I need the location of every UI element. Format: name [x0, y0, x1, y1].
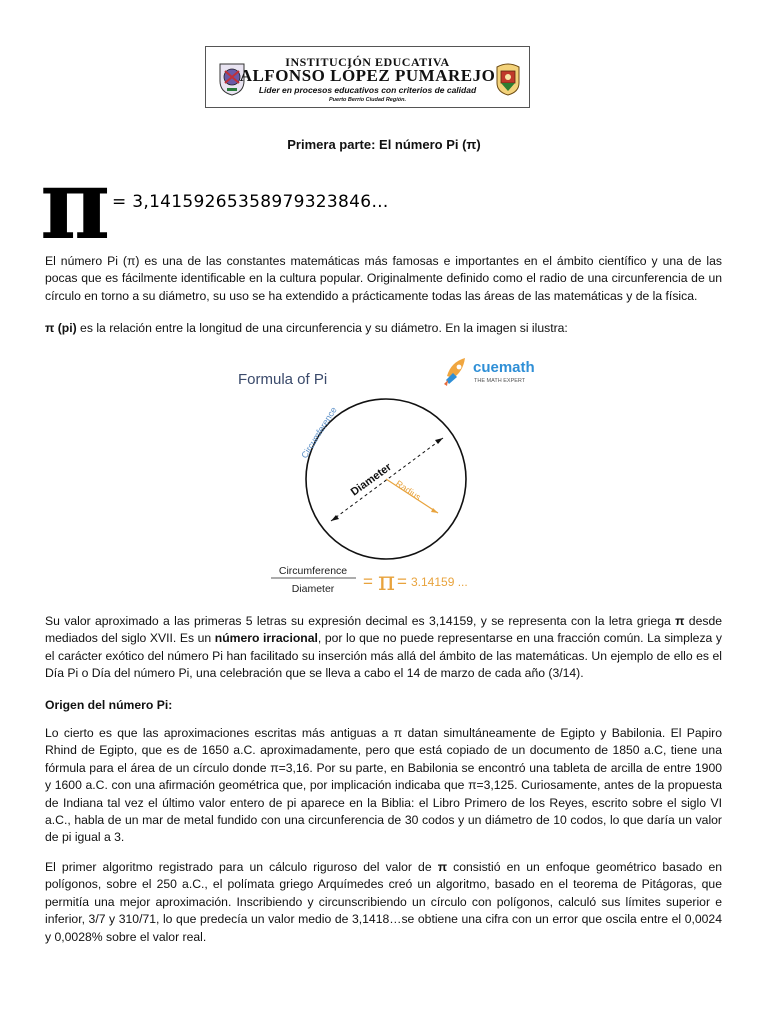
- header-line-city: Puerto Berrío Ciudad Región.: [328, 97, 406, 103]
- equals-sign-2: =: [397, 572, 407, 591]
- diameter-label: Diameter: [348, 461, 394, 499]
- radius-label: Radius: [393, 478, 423, 503]
- section-title: Primera parte: El número Pi (π): [287, 137, 481, 152]
- value-text-a: Su valor aproximado a las primeras 5 letras su expresión decimal es 3,14159, y se representa con la letra griega: [45, 614, 676, 628]
- equals-sign-1: =: [363, 572, 373, 591]
- pi-symbol-figure: π: [378, 567, 396, 597]
- diameter-arrowhead-upper: [435, 438, 443, 444]
- header-line-institution: INSTITUCIÓN EDUCATIVA: [285, 55, 450, 69]
- figure-title: Formula of Pi: [238, 371, 328, 388]
- origin-paragraph: Lo cierto es que las aproximaciones escritas más antiguas a π datan simultáneamente de Egipto y Babilonia. El Papiro Rhind de Egipto, que es de 1650 a.C. aproximadamente, pero que está copiado de un documento de 1850 a.C, tiene una fórmula para el área de un círculo donde π=3,16. Por su parte, en Babilonia se encontró una tableta de arcilla de entre 1900 y 1600 a.C. con una afirmación geométrica que, por implicación indicaba que π=3,125. Curiosamente, antes de la propuesta de Indiana tal vez el último valor entero de pi aparece en la Biblia: el Libro Primero de los Reyes, escrito sobre el siglo VI a.C., habla de un mar de metal fundido con una circunferencia de 30 codos y un diámetro de 10 codos, lo que daría un valor de pi igual a 3.: [45, 726, 722, 845]
- pi-decimal-value: = 3,14159265358979323846…: [112, 192, 389, 212]
- header-line-motto: Lider en procesos educativos con criterios de calidad: [258, 85, 477, 95]
- algorithm-text-c: consistió en un enfoque geométrico basado en polígonos, sobre el 250 a.C., el polímata griego Arquímedes creó un algoritmo, basado en el teorema de Pitágoras, que permitía una mejor aproximación. Inscribiendo y circunscribiendo un círculo con polígonos, calculó sus límites superior e inferior, 3/7 y 310/71, lo que predecía un valor medio de 3,1418…se obtiene una cifra con un error que oscila entre el 0,0024 y 0,0028% sobre el valor real.: [45, 860, 722, 944]
- intro-paragraph: El número Pi (π) es una de las constantes matemáticas más famosas e importantes en el ámbito científico y una de las pocas que es fácilmente identificable en la cultura popular. Originalmente definido como el radio de una circunferencia de un círculo en torno a su diámetro, su uso se ha extendido a prácticamente todas las áreas de las matemáticas y de la física.: [45, 254, 722, 303]
- definition-text: es la relación entre la longitud de una circunferencia y su diámetro. En la imagen si ilustra:: [76, 321, 568, 335]
- institution-header: [205, 46, 530, 108]
- city-seal-icon: [493, 61, 523, 97]
- brand-name: cuemath: [473, 359, 535, 376]
- brand-tagline: THE MATH EXPERT: [474, 378, 526, 384]
- pi-approx-value: 3.14159 ...: [411, 575, 468, 589]
- pi-letter: π: [675, 614, 685, 628]
- circumference-label: Circumference: [299, 405, 339, 461]
- cuemath-logo-icon: [444, 358, 465, 386]
- svg-text:π: π: [40, 168, 111, 248]
- irrational-term: número irracional: [214, 631, 318, 646]
- fraction-numerator: Circumference: [278, 565, 348, 577]
- value-text-c: desde mediados del siglo XVII. Es un: [45, 614, 722, 646]
- value-text-e: , por lo que no puede representarse en una fracción común. La simpleza y el carácter exótico del número Pi han facilitado su inserción más allá del ámbito de las matemáticas. Un ejemplo de ello es el Día Pi o Día del número Pi, una celebración que se lleva a cabo el 14 de marzo de cada año (3/14).: [45, 631, 722, 681]
- fraction-denominator: Diameter: [291, 583, 335, 595]
- definition-paragraph: [45, 320, 722, 337]
- algorithm-text-a: El primer algoritmo registrado para un cálculo riguroso del valor de: [45, 860, 438, 874]
- pi-term: π (pi): [45, 321, 77, 335]
- pi-formula-figure: [225, 346, 550, 604]
- pi-letter-2: π: [437, 860, 448, 874]
- origin-heading: Origen del número Pi:: [45, 698, 173, 712]
- algorithm-paragraph: [45, 859, 722, 946]
- value-paragraph: [45, 613, 722, 683]
- pi-symbol-large: [40, 168, 112, 248]
- header-line-school-name: ALFONSO LÓPEZ PUMAREJO: [239, 66, 496, 85]
